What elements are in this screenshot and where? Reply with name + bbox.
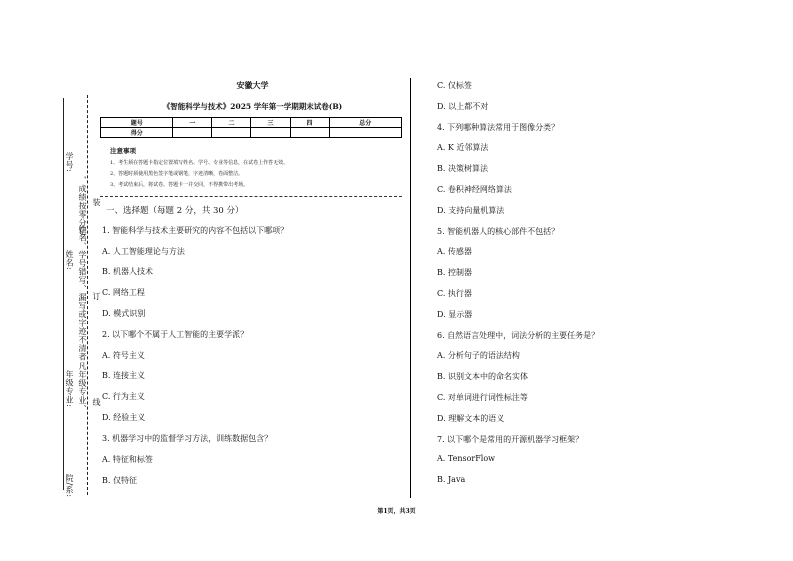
seal-line <box>87 95 88 495</box>
section-divider <box>100 196 402 197</box>
score-table <box>100 117 402 138</box>
score-header-cell: 一 <box>173 118 212 128</box>
score-cell <box>329 128 401 138</box>
score-cell <box>290 128 329 138</box>
question-text: 2. 以下哪个不属于人工智能的主要学派？ <box>102 330 249 339</box>
notes-title: 注意事项 <box>110 147 136 155</box>
option-text: B. 控制器 <box>437 268 472 278</box>
section-title: 一、选择题（每题 2 分，共 30 分） <box>106 206 244 216</box>
option-text: C. 行为主义 <box>102 392 145 401</box>
notes-item: 1、考生须在答题卡指定位置填写姓名、学号、专业等信息，在试卷上作答无效。 <box>110 160 289 166</box>
option-text: A. 传感器 <box>437 247 472 257</box>
binding-sidebar <box>0 0 100 561</box>
major-label: 年级专业: <box>65 370 74 408</box>
notice-line-3: 凡年级专业、 <box>78 362 87 413</box>
notice-line-1: ，成绩按零分记。 <box>78 176 87 244</box>
option-text: D. 以上都不对 <box>437 101 489 111</box>
score-cell <box>251 128 290 138</box>
column-divider <box>410 78 411 498</box>
option-text: A. 人工智能理论与方法 <box>102 247 185 256</box>
score-cell <box>212 128 251 138</box>
score-table-score-row <box>101 128 402 138</box>
notes-item: 2、答题时须使用黑色签字笔或钢笔，字迹清晰，卷面整洁。 <box>110 171 244 177</box>
option-text: A. 分析句子的语法结构 <box>437 351 520 361</box>
notes-item: 3、考试结束后，将试卷、答题卡一并交回，不得携带出考场。 <box>110 182 249 188</box>
score-header-cell: 四 <box>290 118 329 128</box>
question-text: 5. 智能机器人的核心部件不包括？ <box>437 226 560 236</box>
seal-char-2: 订 <box>92 292 101 301</box>
option-text: A. TensorFlow <box>437 454 495 464</box>
score-header-cell: 三 <box>251 118 290 128</box>
option-text: B. Java <box>437 475 466 485</box>
option-text: B. 识别文本中的命名实体 <box>437 372 528 382</box>
question-text: 4. 下列哪种算法常用于图像分类？ <box>437 122 560 132</box>
option-text: D. 支持向量机算法 <box>437 205 505 215</box>
option-text: C. 卷积神经网络算法 <box>437 185 512 194</box>
college-label: 院/系: <box>65 474 74 498</box>
notes-list <box>110 158 288 191</box>
student-id-label: 学号: <box>65 152 74 173</box>
option-text: A. 符号主义 <box>102 351 145 360</box>
option-text: C. 对单词进行词性标注等 <box>437 393 528 402</box>
option-text: C. 网络工程 <box>102 288 145 297</box>
option-text: B. 仅特征 <box>102 476 137 485</box>
question-text: 7. 以下哪个是常用的开源机器学习框架？ <box>437 434 584 444</box>
option-text: C. 执行器 <box>437 289 472 298</box>
score-header-cell: 总分 <box>329 118 401 128</box>
name-label: 姓名: <box>65 250 74 271</box>
option-text: C. 仅标签 <box>437 81 472 90</box>
option-text: A. K 近邻算法 <box>437 143 489 153</box>
seal-char-1: 装 <box>92 198 101 207</box>
option-text: D. 模式识别 <box>102 309 146 318</box>
seal-char-3: 线 <box>92 398 101 407</box>
option-text: D. 显示器 <box>437 309 473 319</box>
question-text: 3. 机器学习中的监督学习方法，训练数据包含？ <box>102 434 273 443</box>
score-header-cell: 二 <box>212 118 251 128</box>
option-text: B. 机器人技术 <box>102 267 153 276</box>
option-text: D. 理解文本的语义 <box>437 413 505 423</box>
school-name: 安徽大学 <box>236 80 269 90</box>
page-number: 第1页，共3页 <box>377 508 416 515</box>
option-text: A. 特征和标签 <box>102 455 153 464</box>
score-header-cell: 题号 <box>101 118 173 128</box>
option-text: B. 决策树算法 <box>437 164 488 174</box>
option-text: D. 经验主义 <box>102 413 146 422</box>
option-text: B. 连接主义 <box>102 371 145 380</box>
score-row-label: 得分 <box>101 128 173 138</box>
question-text: 6. 自然语言处理中，词法分析的主要任务是？ <box>437 330 600 340</box>
score-table-header-row <box>101 118 402 128</box>
exam-title: 《智能科学与技术》2025 学年第一学期期末试卷(B) <box>162 102 343 111</box>
notice-line-2: 姓名、学号错写、漏写或字迹不清者 <box>78 225 87 361</box>
question-text: 1. 智能科学与技术主要研究的内容不包括以下哪项？ <box>102 226 289 235</box>
score-cell <box>173 128 212 138</box>
